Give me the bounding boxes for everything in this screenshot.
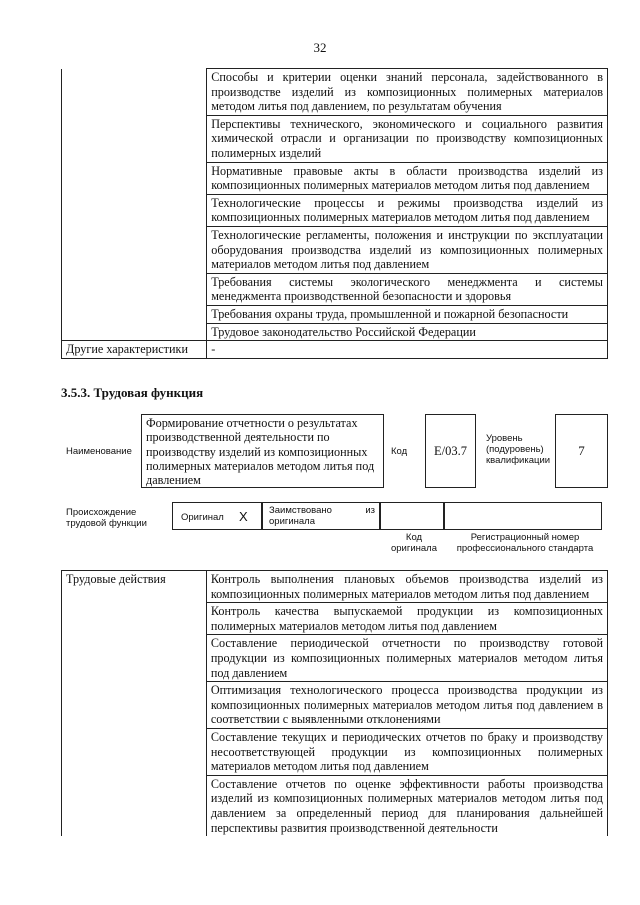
borrowed-label: Заимствовано из оригинала [269, 505, 375, 527]
knowledge-item: Требования охраны труда, промышленной и пожарной безопасности [207, 305, 608, 323]
code-label: Код [391, 446, 408, 457]
knowledge-item: Требования системы экологического менеджмента и системы менеджмента производственной безопасности и здоровья [207, 273, 608, 305]
other-characteristics-label: Другие характеристики [62, 341, 207, 359]
knowledge-item: Нормативные правовые акты в области производства изделий из композиционных полимерных материалов методом литья под давлением [207, 162, 608, 194]
origin-borrowed-box [262, 502, 380, 530]
origin-reg-box [444, 502, 602, 530]
knowledge-item: Технологические регламенты, положения и инструкции по эксплуатации оборудования производства изделий из композиционных полимерных материалов методом литья под давлением [207, 226, 608, 273]
level-label: Уровень (подуровень) квалификации [486, 433, 551, 466]
code-value: E/03.7 [425, 414, 476, 488]
actions-table [61, 570, 608, 836]
page-number: 32 [313, 40, 327, 55]
table-row [62, 571, 608, 603]
origin-label: Происхождение трудовой функции [66, 507, 147, 529]
reg-number-caption: Регистрационный номер профессионального стандарта [456, 532, 594, 554]
original-mark: X [239, 509, 248, 524]
level-value: 7 [555, 414, 608, 488]
knowledge-item: Технологические процессы и режимы производства изделий из композиционных полимерных материалов методом литья под давлением [207, 194, 608, 226]
knowledge-item: Трудовое законодательство Российской Федерации [207, 323, 608, 341]
function-name-value: Формирование отчетности о результатах производственной деятельности по производству изделий из композиционных полимерных материалов методом литья под давлением [141, 414, 384, 488]
action-item: Контроль выполнения плановых объемов производства изделий из композиционных полимерных материалов методом литья под давлением [206, 571, 607, 603]
action-item: Контроль качества выпускаемой продукции из композиционных полимерных материалов методом литья под давлением [206, 603, 607, 635]
code-original-caption: Код оригинала [390, 532, 437, 554]
section-title: 3.5.3. Трудовая функция [61, 385, 204, 400]
name-label: Наименование [66, 446, 132, 457]
knowledge-table [61, 68, 608, 359]
original-label: Оригинал [181, 512, 224, 523]
knowledge-item: Перспективы технического, экономического и социального развития химической отрасли и организации по производству композиционных полимерных изделий [207, 115, 608, 162]
table-row [62, 341, 608, 359]
knowledge-item: Способы и критерии оценки знаний персонала, задействованного в производстве изделий из композиционных полимерных материалов методом литья под давлением, по результатам обучения [207, 69, 608, 116]
knowledge-label-cell [62, 69, 207, 341]
origin-original-box [172, 502, 262, 530]
action-item: Составление отчетов по оценке эффективности работы производства изделий из композиционных полимерных материалов методом литья под давлением за определенный период для планирования дальнейшей перспективы развития производственной деятельности [206, 775, 607, 836]
table-row [62, 69, 608, 116]
action-item: Оптимизация технологического процесса производства продукции из композиционных полимерных материалов методом литья под давлением в соответствии с выявленными отклонениями [206, 682, 607, 729]
actions-label: Трудовые действия [62, 571, 207, 837]
action-item: Составление периодической отчетности по производству готовой продукции из композиционных полимерных материалов методом литья под давлением [206, 635, 607, 682]
action-item: Составление текущих и периодических отчетов по браку и производству несоответствующей продукции из композиционных полимерных материалов методом литья под давлением [206, 728, 607, 775]
other-characteristics-value: - [207, 341, 608, 359]
origin-code-box [380, 502, 444, 530]
